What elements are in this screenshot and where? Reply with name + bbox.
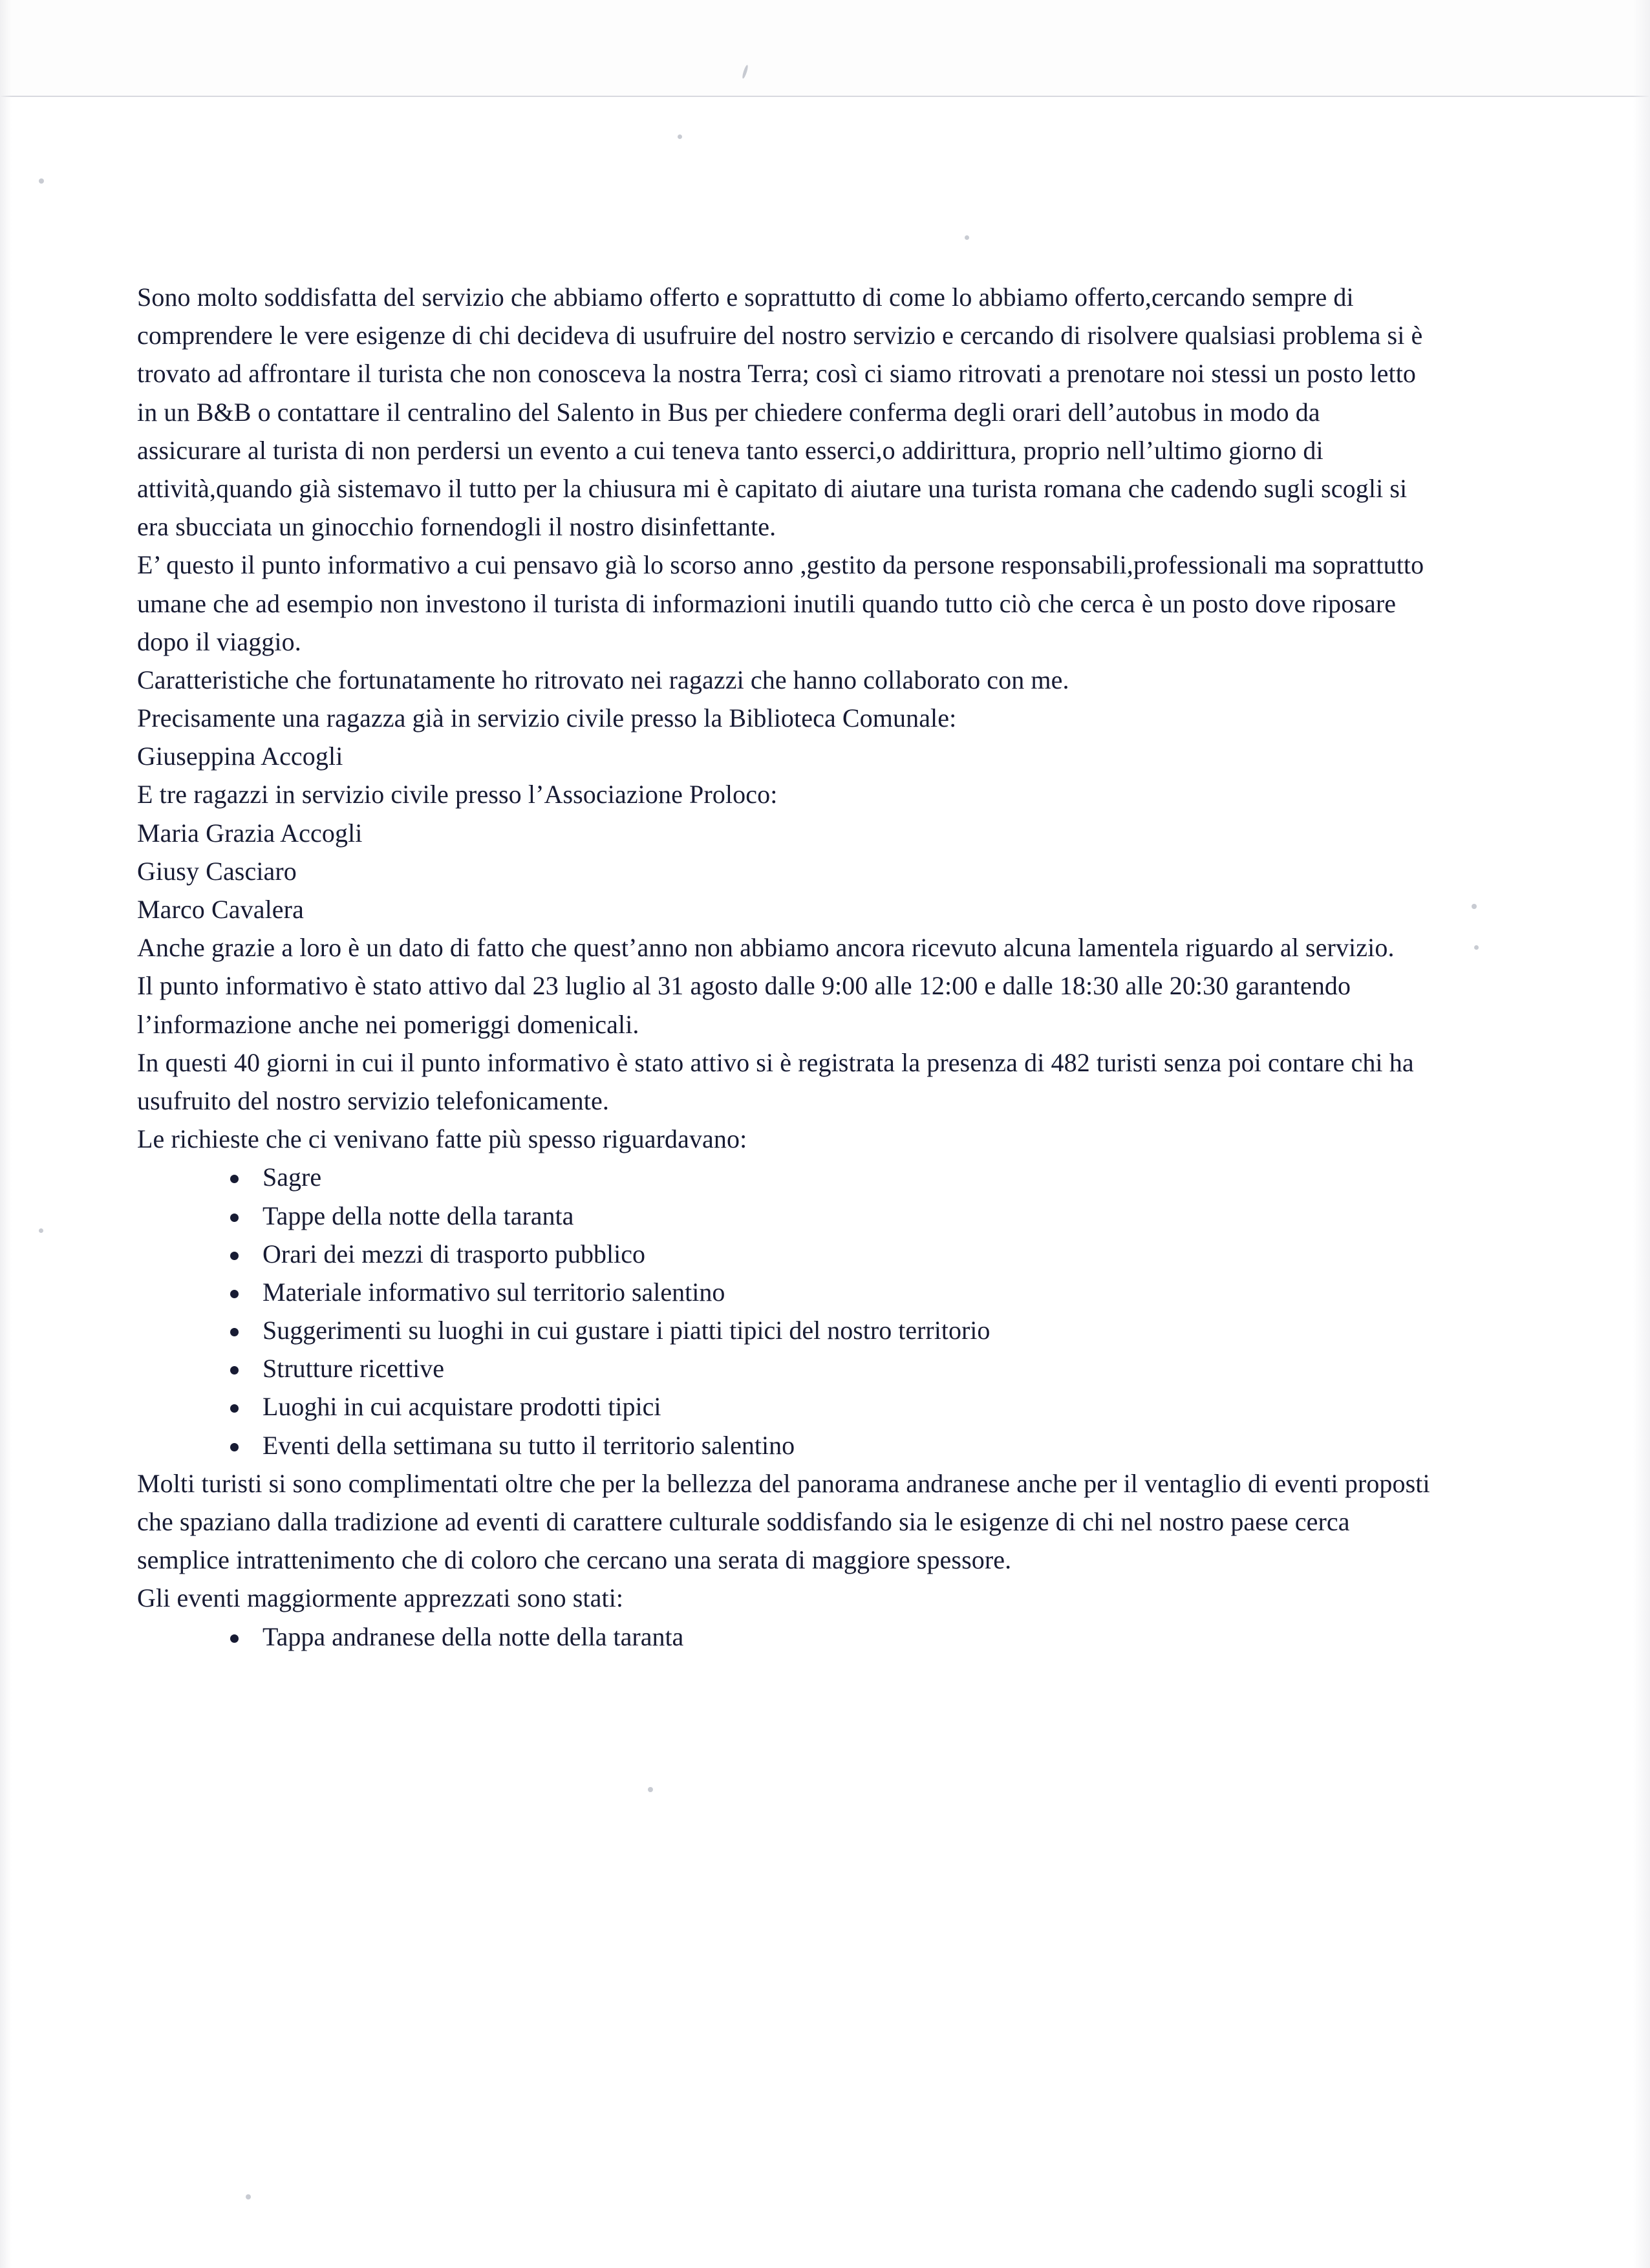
scan-speck (678, 134, 682, 139)
list-eventi-apprezzati (137, 1618, 1430, 1656)
scan-speck (1472, 904, 1477, 909)
scan-speck (965, 235, 969, 240)
name-giusy-casciaro: Giusy Casciaro (137, 856, 297, 886)
scan-speck (1474, 945, 1479, 950)
scan-right-edge-shadow (1633, 0, 1650, 2268)
list-item: Eventi della settimana su tutto il territorio salentino (220, 1426, 1430, 1464)
paragraph-punto-informativo: E’ questo il punto informativo a cui pensavo già lo scorso anno ,gestito da persone responsabili,professionali ma soprattutto umane che ad esempio non investono il turista di informazioni inutili quando tutto ciò che cerca è un posto dove riposare dopo il viaggio. (137, 550, 1424, 656)
scan-speck (39, 178, 44, 184)
name-maria-grazia-accogli: Maria Grazia Accogli (137, 818, 363, 848)
list-richieste (137, 1158, 1430, 1464)
paragraph-servizio-soddisfazione: Sono molto soddisfatta del servizio che abbiamo offerto e soprattutto di come lo abbiamo offerto,cercando sempre di comprendere le vere esigenze di chi decideva di usufruire del nostro servizio e cercando di risolvere qualsiasi problema si è trovato ad affrontare il turista che non conosceva la nostra Terra; così ci siamo ritrovati a prenotare noi stessi un posto letto in un B&B o contattare il centralino del Salento in Bus per chiedere conferma degli orari dell’autobus in modo da assicurare al turista di non perdersi un evento a cui teneva tanto esserci,o addirittura, proprio nell’ultimo giorno di attività,quando già sistemavo il tutto per la chiusura mi è capitato di aiutare una turista romana che cadendo sugli scogli si era sbucciata un ginocchio fornendogli il nostro disinfettante. (137, 283, 1423, 542)
paragraph-ragazza-biblioteca: Precisamente una ragazza già in servizio civile presso la Biblioteca Comunale: (137, 703, 957, 733)
paragraph-richieste-intro: Le richieste che ci venivano fatte più spesso riguardavano: (137, 1124, 747, 1154)
document-body (137, 278, 1430, 1656)
list-item: Suggerimenti su luoghi in cui gustare i piatti tipici del nostro territorio (220, 1311, 1430, 1349)
list-item: Strutture ricettive (220, 1349, 1430, 1387)
paragraph-presenze-turisti: In questi 40 giorni in cui il punto informativo è stato attivo si è registrata la presenza di 482 turisti senza poi contare chi ha usufruito del nostro servizio telefonicamente. (137, 1047, 1414, 1115)
paragraph-orari-apertura: Il punto informativo è stato attivo dal 23 luglio al 31 agosto dalle 9:00 alle 12:00 e dalle 18:30 alle 20:30 garantendo l’informazione anche nei pomeriggi domenicali. (137, 971, 1351, 1039)
scan-left-edge-shadow (0, 0, 12, 2268)
name-giuseppina-accogli: Giuseppina Accogli (137, 742, 343, 771)
paragraph-nessuna-lamentela: Anche grazie a loro è un dato di fatto che quest’anno non abbiamo ancora ricevuto alcuna lamentela riguardo al servizio. (137, 933, 1395, 963)
scan-top-edge (0, 0, 1650, 97)
scan-speck (39, 1228, 43, 1233)
paragraph-caratteristiche: Caratteristiche che fortunatamente ho ritrovato nei ragazzi che hanno collaborato con me. (137, 665, 1069, 694)
scan-speck (648, 1787, 653, 1792)
scan-speck (246, 2194, 251, 2199)
list-item: Luoghi in cui acquistare prodotti tipici (220, 1387, 1430, 1426)
list-item: Tappa andranese della notte della taranta (220, 1618, 1430, 1656)
list-item: Materiale informativo sul territorio salentino (220, 1273, 1430, 1311)
paragraph-ragazzi-proloco: E tre ragazzi in servizio civile presso l’Associazione Proloco: (137, 780, 778, 809)
name-marco-cavalera: Marco Cavalera (137, 895, 304, 924)
list-item: Orari dei mezzi di trasporto pubblico (220, 1235, 1430, 1273)
paragraph-eventi-apprezzati-intro: Gli eventi maggiormente apprezzati sono stati: (137, 1583, 624, 1613)
list-item: Sagre (220, 1158, 1430, 1196)
paragraph-complimenti-turisti: Molti turisti si sono complimentati oltre che per la bellezza del panorama andranese anche per il ventaglio di eventi proposti che spaziano dalla tradizione ad eventi di carattere culturale soddisfando sia le esigenze di chi nel nostro paese cerca semplice intrattenimento che di coloro che cercano una serata di maggiore spessore. (137, 1468, 1430, 1575)
list-item: Tappe della notte della taranta (220, 1197, 1430, 1235)
